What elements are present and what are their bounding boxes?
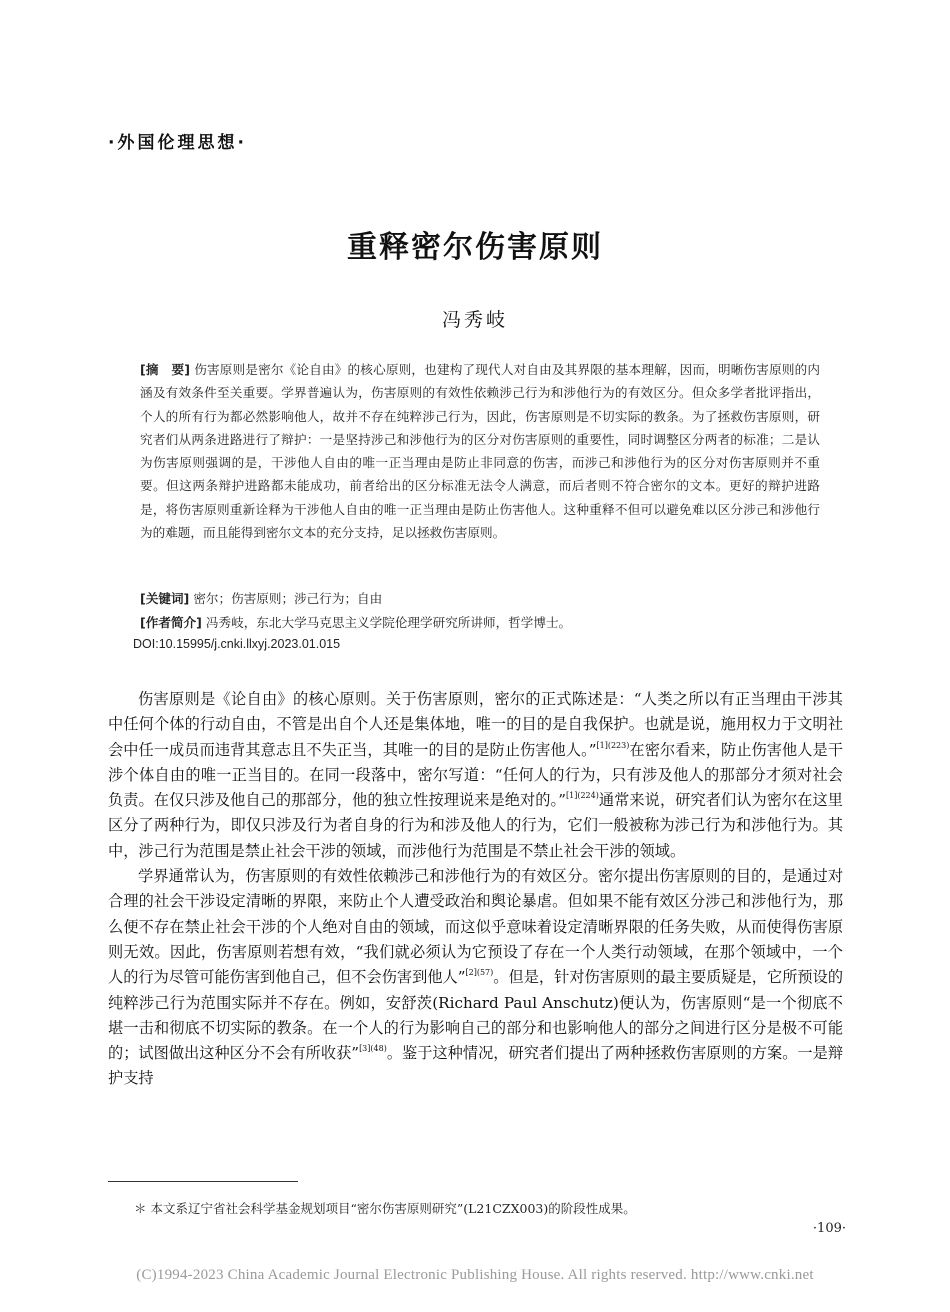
author-bio [140, 612, 840, 631]
page-number: ·109· [812, 1221, 846, 1236]
body-text-run: 通常来说，研究者们认为密尔在这里区分了两种行为，即仅只涉及行为者自身的行为和涉及他人的行为，它们一般被称为涉己行为和涉他行为。其中，涉己行为范围是禁止社会干涉的领域，而涉他行为范围是不禁止社会干涉的领域。 [108, 791, 843, 860]
footnote: ＊ 本文系辽宁省社会科学基金规划项目“密尔伤害原则研究”(L21CZX003)的阶段性成果。 [134, 1201, 636, 1216]
keywords [140, 588, 840, 607]
article-title: 重释密尔伤害原则 [347, 230, 603, 265]
doi: DOI:10.15995/j.cnki.llxyj.2023.01.015 [133, 637, 341, 651]
abstract [140, 358, 820, 544]
body-text-run: 伤害原则是《论自由》的核心原则。关于伤害原则，密尔的正式陈述是：“人类之所以有正当理由干涉其中任何个体的行动自由，不管是出自个人还是集体地，唯一的目的是自我保护。也就是说，施用权力于文明社会中任一成员而违背其意志且不失正当，其唯一的目的是防止伤害他人。” [108, 690, 843, 759]
abstract-text: 伤害原则是密尔《论自由》的核心原则，也建构了现代人对自由及其界限的基本理解，因而，明晰伤害原则的内涵及有效条件至关重要。学界普遍认为，伤害原则的有效性依赖涉己行为和涉他行为的有效区分。但众多学者批评指出，个人的所有行为都必然影响他人，故并不存在纯粹涉己行为，因此，伤害原则是不切实际的教条。为了拯救伤害原则，研究者们从两条进路进行了辩护：一是坚持涉己和涉他行为的区分对伤害原则的重要性，同时调整区分两者的标准；二是认为伤害原则强调的是，干涉他人自由的唯一正当理由是防止非同意的伤害，而涉己和涉他行为的区分对伤害原则并不重要。但这两条辩护进路都未能成功，前者给出的区分标准无法令人满意，而后者则不符合密尔的文本。更好的辩护进路是，将伤害原则重新诠释为干涉他人自由的唯一正当理由是防止伤害他人。这种重释不但可以避免难以区分涉己和涉他行为的难题，而且能得到密尔文本的充分支持，足以拯救伤害原则。 [140, 362, 821, 541]
body-text-run: 在密尔看来，防止伤害他人是干涉个体自由的唯一正当目的。在同一段落中，密尔写道：“任何人的行为，只有涉及他人的那部分才须对社会负责。在仅只涉及他自己的那部分，他的独立性按理说来是绝对的。” [108, 740, 844, 810]
section-label: ·外国伦理思想· [108, 133, 247, 153]
body-text-run: 学界通常认为，伤害原则的有效性依赖涉己和涉他行为的有效区分。密尔提出伤害原则的目的，是通过对合理的社会干涉设定清晰的界限，来防止个人遭受政治和舆论暴虐。但如果不能有效区分涉己和涉他行为，那么便不存在禁止社会干涉的个人绝对自由的领域，而这似乎意味着设定清晰界限的任务失败，从而使得伤害原则无效。因此，伤害原则若想有效，“我们就必须认为它预设了存在一个人类行动领域，在那个领域中，一个人的行为尽管可能伤害到他自己，但不会伤害到他人” [108, 867, 843, 987]
keywords-label: [关键词] [140, 591, 190, 606]
body-paragraph [108, 687, 843, 864]
citation: [2](57) [465, 968, 494, 978]
author-bio-label: [作者简介] [140, 615, 202, 630]
body-text-run: 。鉴于这种情况，研究者们提出了两种拯救伤害原则的方案。一是辩护支持 [108, 1044, 844, 1088]
article-author: 冯秀岐 [441, 309, 508, 331]
author-bio-text: 冯秀岐，东北大学马克思主义学院伦理学研究所讲师，哲学博士。 [205, 615, 572, 630]
citation: [1](224) [565, 791, 599, 801]
citation: [3](48) [359, 1044, 387, 1054]
citation: [1](223) [596, 740, 630, 750]
body-paragraph [108, 864, 843, 1092]
watermark: (C)1994-2023 China Academic Journal Electronic Publishing House. All rights reserved. http://www.cnki.net [136, 1267, 814, 1283]
keywords-text: 密尔；伤害原则；涉己行为；自由 [193, 591, 383, 606]
body-text-run: 。但是，针对伤害原则的最主要质疑是，它所预设的纯粹涉己行为范围实际并不存在。例如，安舒茨(Richard Paul Anschutz)便认为，伤害原则“是一个彻底不堪一击和彻底不切实际的教条。在一个人的行为影响自己的部分和也影响他人的部分之间进行区分是极不可能的；试图做出这种区分不会有所收获” [108, 968, 844, 1063]
footnote-divider [108, 1181, 298, 1182]
abstract-label: [摘 要] [140, 362, 191, 377]
body-text [108, 687, 843, 1092]
